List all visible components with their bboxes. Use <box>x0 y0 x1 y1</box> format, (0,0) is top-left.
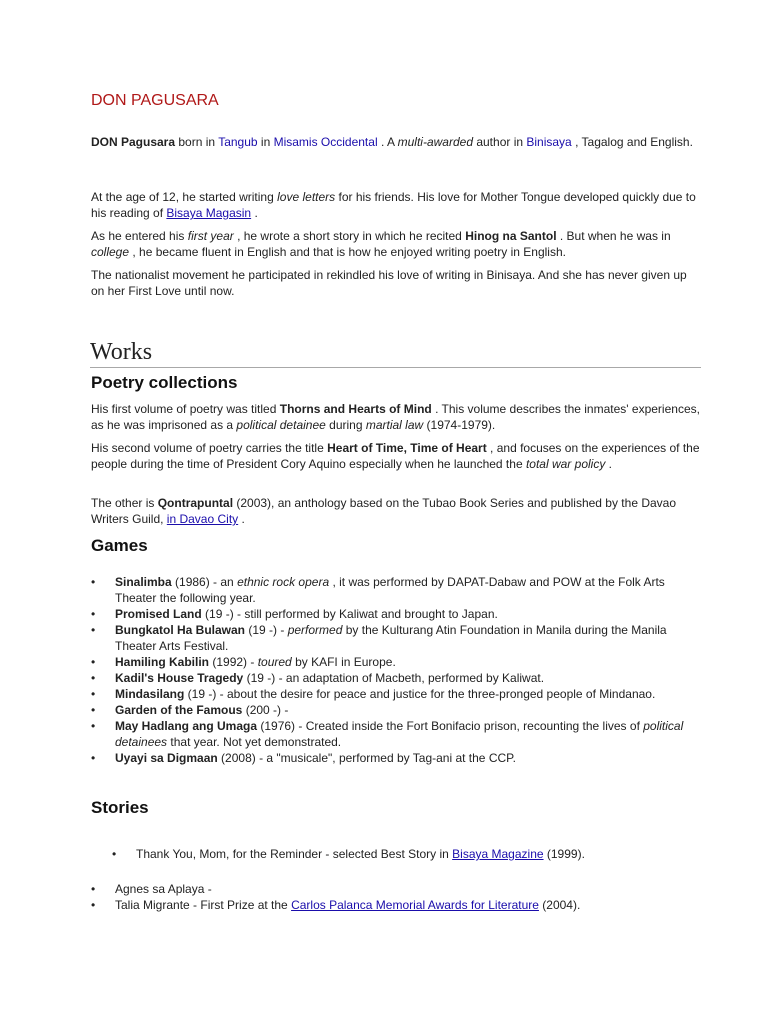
list-item: • Agnes sa Aplaya - <box>91 882 212 896</box>
bullet-icon: • <box>91 898 96 912</box>
paragraph-poetry-second: His second volume of poetry carries the title Heart of Time, Time of Heart , and focuses on the experiences of the people during the time of President Cory Aquino especially when he launched the total war policy . <box>91 441 700 471</box>
author-name: DON Pagusara <box>91 135 176 149</box>
link-misamis-occidental[interactable]: Misamis Occidental <box>273 135 378 149</box>
link-bisaya-magasin[interactable]: Bisaya Magasin <box>166 206 252 220</box>
bullet-icon: • <box>91 623 96 637</box>
list-item: • Bungkatol Ha Bulawan (19 -) - performed by the Kulturang Atin Foundation in Manila during the Manila Theater Arts Festival. <box>91 623 667 653</box>
paragraph-poetry-first: His first volume of poetry was titled Thorns and Hearts of Mind . This volume describes the inmates' experiences, as he was imprisoned as a political detainee during martial law (1974-1979). <box>91 402 700 432</box>
list-item: • Garden of the Famous (200 -) - <box>91 703 289 717</box>
intro-paragraph: DON Pagusara born in Tangub in Misamis Occidental . A multi-awarded author in Binisaya , Tagalog and English. <box>91 135 693 149</box>
bullet-icon: • <box>91 575 96 589</box>
list-item: • Promised Land (19 -) - still performed by Kaliwat and brought to Japan. <box>91 607 498 621</box>
link-bisaya-magazine[interactable]: Bisaya Magazine <box>452 847 544 861</box>
link-carlos-palanca-awards[interactable]: Carlos Palanca Memorial Awards for Literature <box>291 898 539 912</box>
bullet-icon: • <box>91 882 96 896</box>
paragraph-nationalist: The nationalist movement he participated in rekindled his love of writing in Binisaya. And she has never given up on her First Love until now. <box>91 268 687 298</box>
games-list <box>91 574 703 766</box>
link-tangub[interactable]: Tangub <box>218 135 258 149</box>
section-heading-works: Works <box>90 338 701 368</box>
section-heading-games: Games <box>91 536 148 555</box>
paragraph-poetry-other: The other is Qontrapuntal (2003), an anthology based on the Tubao Book Series and published by the Davao Writers Guild, in Davao City . <box>91 496 677 526</box>
list-item: • Hamiling Kabilin (1992) - toured by KAFI in Europe. <box>91 655 396 669</box>
list-item: • Sinalimba (1986) - an ethnic rock opera , it was performed by DAPAT-Dabaw and POW at the Folk Arts Theater the following year. <box>91 575 665 605</box>
list-item: • Uyayi sa Digmaan (2008) - a "musicale", performed by Tag-ani at the CCP. <box>91 751 516 765</box>
list-item: • Mindasilang (19 -) - about the desire for peace and justice for the three-pronged people of Mindanao. <box>91 687 656 701</box>
bullet-icon: • <box>112 847 117 861</box>
list-item: • Thank You, Mom, for the Reminder - selected Best Story in Bisaya Magazine (1999). <box>112 847 585 861</box>
bullet-icon: • <box>91 719 96 733</box>
page-title: DON PAGUSARA <box>91 92 219 109</box>
link-binisaya[interactable]: Binisaya <box>526 135 572 149</box>
paragraph-early-years: At the age of 12, he started writing love letters for his friends. His love for Mother Tongue developed quickly due to his reading of Bisaya Magasin . <box>91 190 696 220</box>
stories-sublist <box>91 846 703 862</box>
bullet-icon: • <box>91 607 96 621</box>
paragraph-first-year: As he entered his first year , he wrote a short story in which he recited Hinog na Santol . But when he was in college , he became fluent in English and that is how he enjoyed writing poetry in English. <box>91 229 671 259</box>
list-item: • May Hadlang ang Umaga (1976) - Created inside the Fort Bonifacio prison, recounting the lives of political detainees that year. Not yet demonstrated. <box>91 719 684 749</box>
bullet-icon: • <box>91 751 96 765</box>
list-item: • Kadil's House Tragedy (19 -) - an adaptation of Macbeth, performed by Kaliwat. <box>91 671 545 685</box>
link-davao-city[interactable]: in Davao City <box>166 512 239 526</box>
bullet-icon: • <box>91 703 96 717</box>
section-heading-poetry: Poetry collections <box>91 373 238 392</box>
bullet-icon: • <box>91 671 96 685</box>
list-item: • Talia Migrante - First Prize at the Carlos Palanca Memorial Awards for Literature (2004). <box>91 898 581 912</box>
section-heading-stories: Stories <box>91 798 149 817</box>
stories-list <box>91 881 703 913</box>
bullet-icon: • <box>91 655 96 669</box>
bullet-icon: • <box>91 687 96 701</box>
